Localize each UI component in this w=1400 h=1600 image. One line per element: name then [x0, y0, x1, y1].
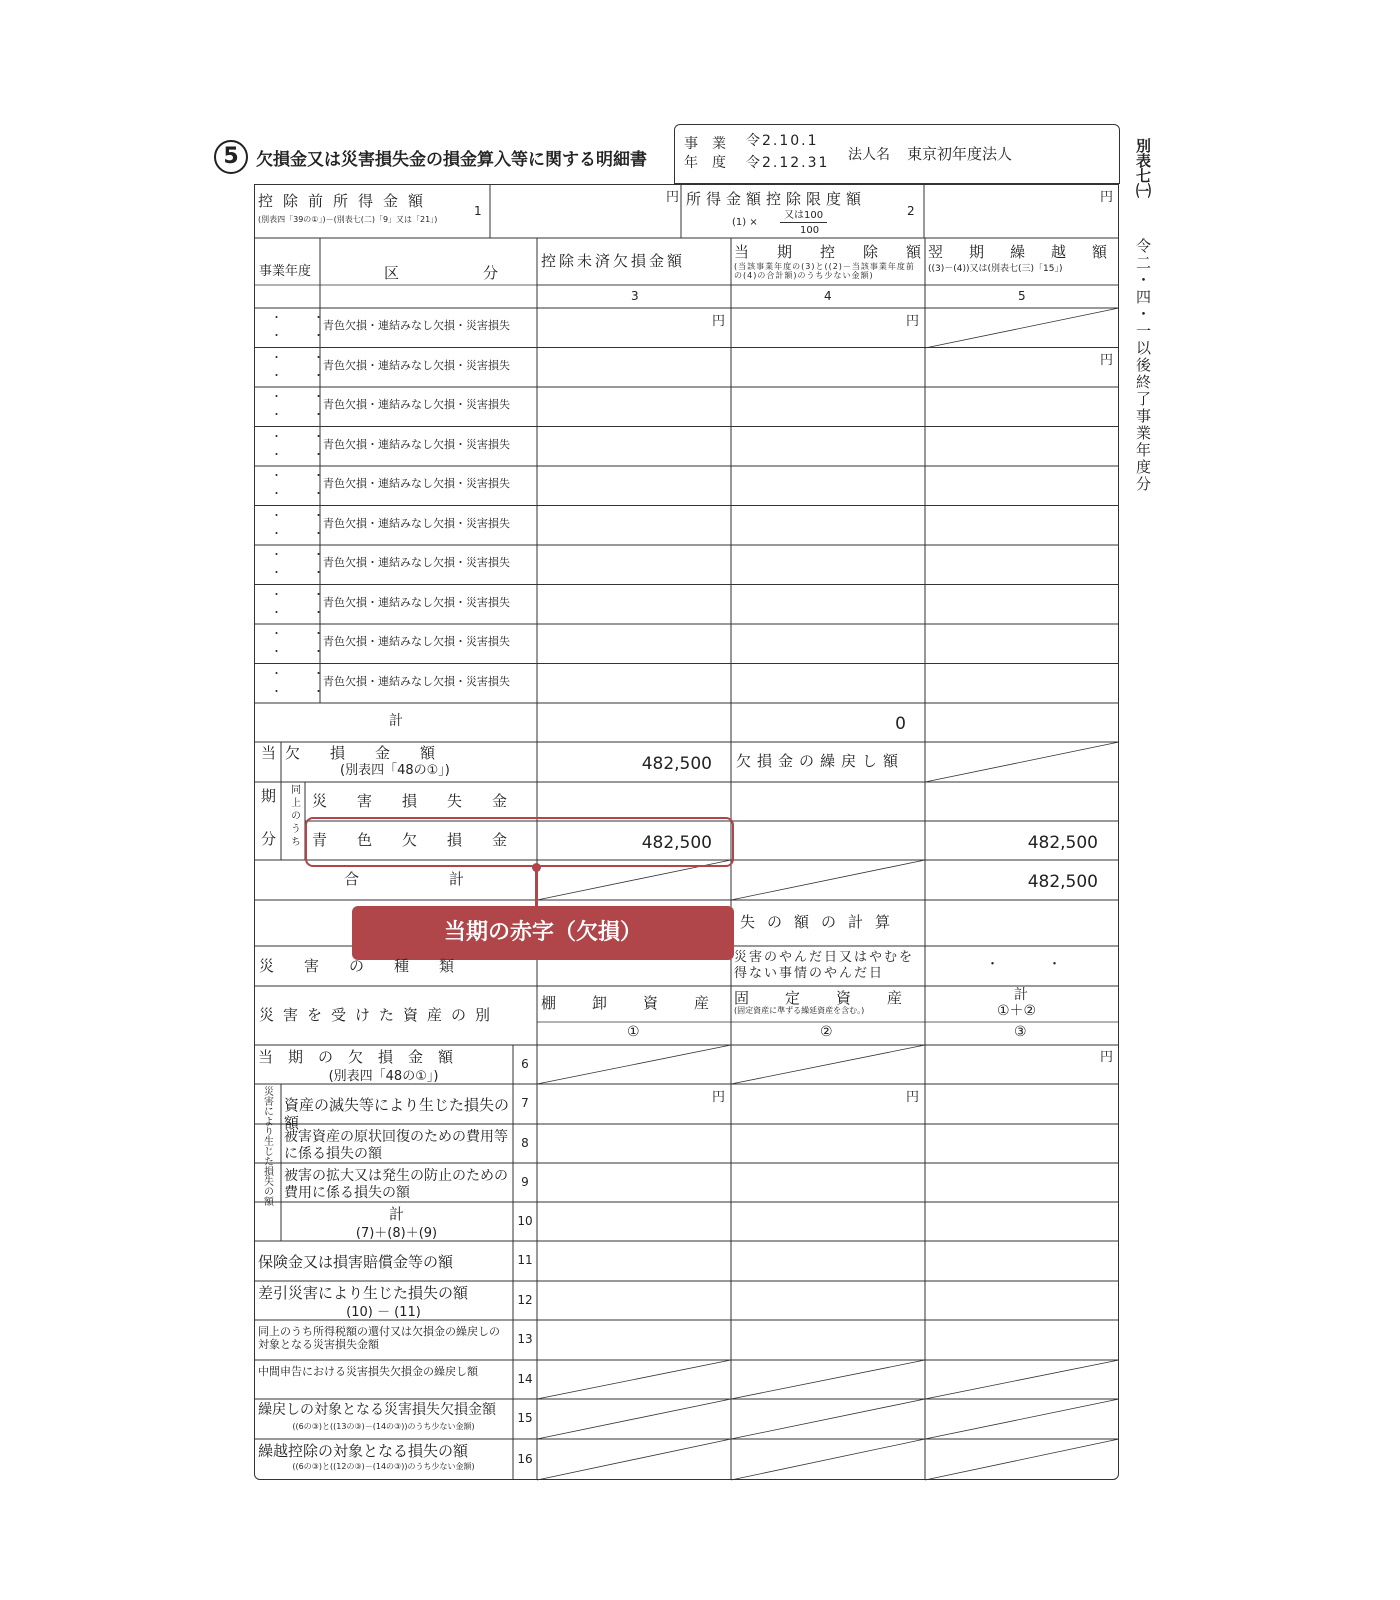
loss-row-date-dots: ・ ・ [271, 350, 334, 364]
bottom-row-number: 16 [517, 1451, 533, 1466]
header-no5: 5 [1018, 289, 1026, 303]
loss-row-date-dots: ・ ・ [271, 684, 334, 698]
bottom-row-label: 当 期 の 欠 損 金 額 [258, 1048, 454, 1066]
bottom-row-number: 12 [517, 1292, 533, 1307]
slash-line [731, 1360, 925, 1399]
bottom-row-label: 中間申告における災害損失欠損金の繰戻し額 [258, 1365, 478, 1378]
slash-line [925, 1439, 1119, 1480]
bottom-row-number: 13 [517, 1332, 533, 1346]
sum-label: 合 計 [344, 870, 485, 888]
loss-row-label: 青色欠損・連結みなし欠損・災害損失 [323, 358, 510, 372]
slash-line [731, 1439, 925, 1480]
loss-row-label: 青色欠損・連結みなし欠損・災害損失 [323, 674, 510, 688]
blue-loss-col5: 482,500 [1027, 833, 1098, 853]
loss-row-date-dots: ・ ・ [271, 329, 334, 342]
row1-number: 1 [474, 204, 482, 218]
row7-col2-yen: 円 [906, 1090, 920, 1105]
loss-row-date-dots: ・ ・ [271, 368, 334, 382]
current-loss-label: 欠 損 金 額 [285, 744, 436, 762]
loss-row-date-dots: ・ ・ [271, 429, 334, 443]
bottom-row-number: 15 [517, 1411, 533, 1425]
form-number: 5 [223, 144, 239, 169]
bottom-row-label: 差引災害により生じた損失の額 [258, 1284, 469, 1302]
asset-no1: ① [627, 1024, 640, 1040]
bottom-row-label: 計 [388, 1205, 404, 1223]
asset-col2-sub: (固定資産に準ずる繰延資産を含む。) [734, 1006, 865, 1015]
slash-line [731, 1045, 925, 1084]
bottom-row-number: 10 [517, 1213, 533, 1228]
loss-row-date-dots: ・ ・ [271, 526, 334, 540]
asset-col1: 棚卸資産 [541, 994, 746, 1012]
header-category: 区 分 [384, 264, 517, 282]
loss-row-label: 青色欠損・連結みなし欠損・災害損失 [323, 398, 510, 411]
row2-formula-den: 100 [800, 225, 820, 236]
bottom-row-number: 6 [521, 1056, 529, 1071]
disaster-side-label: 災害により生じた損失の額 [261, 1086, 273, 1206]
bottom-row-sub: (別表四「48の①」) [328, 1069, 439, 1084]
asset-col3-sub: ①＋② [997, 1003, 1037, 1019]
loss-row-date-dots: ・ ・ [271, 645, 334, 658]
disaster-end-date-label: 災害のやんだ日又はやむを得ない事情のやんだ日 [734, 950, 915, 982]
loss-row-label: 青色欠損・連結みなし欠損・災害損失 [323, 635, 510, 648]
loss-row-label: 青色欠損・連結みなし欠損・災害損失 [323, 319, 510, 332]
row1-sub: (別表四「39の①」)－(別表七(二)「9」又は「21」) [258, 215, 438, 224]
row2-formula-num: 又は100 [780, 210, 827, 223]
asset-no2: ② [820, 1024, 833, 1040]
header-col4-sub: (当該事業年度の(3)と((2)－当該事業年度前の(4)の合計額)のうち少ない金額) [734, 262, 915, 281]
bottom-row-number: 8 [521, 1135, 529, 1150]
bottom-row-number: 14 [517, 1371, 533, 1386]
carryback-label: 欠損金の繰戻し額 [736, 752, 905, 770]
blue-loss-value: 482,500 [641, 833, 712, 853]
current-loss-value: 482,500 [641, 754, 712, 774]
loss-row-label: 青色欠損・連結みなし欠損・災害損失 [323, 477, 510, 490]
loss-row-date-dots: ・ ・ [271, 408, 334, 421]
form-title: 欠損金又は災害損失金の損金算入等に関する明細書 [256, 150, 647, 170]
bottom-row-label: 被害資産の原状回復のための費用等に係る損失の額 [284, 1129, 508, 1162]
total-col4-value: 0 [895, 714, 906, 734]
total-label: 計 [389, 713, 403, 729]
header-col5: 翌期繰越額 [928, 243, 1134, 261]
header-col5-sub: ((3)－(4))又は(別表七(三)「15」) [928, 264, 1063, 274]
slash-line [537, 1360, 731, 1399]
loss-row-date-dots: ・ ・ [271, 311, 334, 324]
bottom-row-label: 繰越控除の対象となる損失の額 [258, 1442, 469, 1460]
disaster-loss-label: 災 害 損 失 金 [312, 792, 508, 810]
loss-row-date-dots: ・ ・ [271, 447, 334, 461]
blue-loss-label: 青 色 欠 損 金 [312, 831, 508, 849]
slash-line [925, 308, 1119, 348]
side-note: 令二・四・一以後終了事業年度分 [1134, 238, 1152, 493]
row2-formula-prefix: (1) × [732, 217, 758, 228]
row1-label: 控除前所得金額 [258, 192, 434, 210]
header-no4: 4 [824, 289, 832, 303]
row7-col1-yen: 円 [712, 1090, 726, 1105]
current-loss-sub: (別表四「48の①」) [340, 763, 450, 778]
fiscal-year-label-2: 年 度 [684, 155, 726, 171]
slash-line [537, 1439, 731, 1480]
loss-row-label: 青色欠損・連結みなし欠損・災害損失 [323, 595, 510, 609]
slash-line [925, 1360, 1119, 1399]
row6-yen: 円 [1100, 1050, 1114, 1065]
current-side-label: 当期分 [259, 745, 277, 874]
slash-line [925, 1399, 1119, 1439]
side-label: 別表七㈠ [1134, 138, 1152, 198]
row2-number: 2 [907, 204, 915, 218]
bottom-row-label: 保険金又は損害賠償金等の額 [258, 1253, 454, 1271]
bottom-row-sub: ((6の③)と((13の③)－(14の③))のうち少ない金額) [292, 1422, 475, 1431]
asset-no3: ③ [1014, 1024, 1027, 1040]
fiscal-end: 令2.12.31 [746, 155, 830, 171]
header-year: 事業年度 [259, 264, 312, 279]
loss-row-date-dots: ・ ・ [271, 390, 334, 403]
loss-row-date-dots: ・ ・ [271, 666, 334, 680]
bottom-row-label: 同上のうち所得税額の還付又は欠損金の繰戻しの対象となる災害損失金額 [258, 1325, 500, 1352]
callout-highlight-box [305, 817, 734, 867]
callout-text: 当期の赤字（欠損） [443, 920, 642, 945]
asset-label: 災害を受けた資産の別 [259, 1006, 500, 1024]
slash-line [537, 1399, 731, 1439]
callout-label [352, 906, 734, 960]
loss-row-date-dots: ・ ・ [271, 587, 334, 601]
asset-col2: 固定資産 [734, 989, 939, 1007]
col4-yen: 円 [906, 314, 920, 329]
loss-row-date-dots: ・ ・ [271, 605, 334, 619]
loss-row-date-dots: ・ ・ [271, 627, 334, 640]
disaster-end-date-dots: ・ ・ [986, 957, 1080, 972]
col5-yen: 円 [1100, 353, 1114, 368]
row1-yen: 円 [666, 190, 680, 205]
loss-row-label: 青色欠損・連結みなし欠損・災害損失 [323, 516, 510, 530]
header-no3: 3 [631, 289, 639, 303]
slash-line [537, 1045, 731, 1084]
slash-line [925, 742, 1119, 782]
callout-connector [535, 866, 538, 907]
corp-name-label: 法人名 [848, 147, 890, 163]
row2-yen: 円 [1100, 190, 1114, 205]
sum-col5: 482,500 [1027, 872, 1098, 892]
slash-line [731, 860, 925, 900]
disaster-type-label: 災 害 の 種 類 [259, 957, 455, 975]
loss-row-date-dots: ・ ・ [271, 566, 334, 579]
header-col4: 当期控除額 [734, 243, 950, 261]
bottom-row-sub: ((6の③)と((12の③)－(14の③))のうち少ない金額) [292, 1462, 475, 1471]
asset-col3: 計 [1014, 987, 1028, 1003]
loss-row-label: 青色欠損・連結みなし欠損・災害損失 [323, 437, 510, 451]
fiscal-start: 令2.10.1 [746, 133, 819, 149]
callout-connector-dot [532, 863, 541, 872]
loss-row-date-dots: ・ ・ [271, 548, 334, 561]
col3-yen: 円 [712, 314, 726, 329]
loss-row-date-dots: ・ ・ [271, 508, 334, 522]
slash-line [731, 1399, 925, 1439]
bottom-row-sub: (7)＋(8)＋(9) [355, 1226, 438, 1241]
bottom-row-number: 11 [517, 1253, 533, 1267]
fiscal-year-label-1: 事 業 [684, 136, 726, 152]
header-col3: 控除未済欠損金額 [541, 252, 686, 270]
loss-row-label: 青色欠損・連結みなし欠損・災害損失 [323, 556, 510, 569]
disaster-calc-title: 失の額の計算 [740, 913, 903, 931]
corp-name: 東京初年度法人 [907, 145, 1013, 163]
bottom-row-number: 7 [521, 1096, 529, 1110]
row2-label: 所得金額控除限度額 [686, 190, 867, 208]
loss-row-date-dots: ・ ・ [271, 487, 334, 500]
bottom-row-sub: (10) － (11) [346, 1305, 421, 1320]
loss-row-date-dots: ・ ・ [271, 469, 334, 482]
bottom-row-label: 繰戻しの対象となる災害損失欠損金額 [258, 1402, 496, 1418]
current-dojo-label: 同上のうち [288, 784, 300, 849]
bottom-row-label: 資産の滅失等により生じた損失の額 [284, 1096, 510, 1132]
bottom-row-number: 9 [521, 1174, 529, 1189]
bottom-row-label: 被害の拡大又は発生の防止のための費用に係る損失の額 [284, 1168, 508, 1201]
